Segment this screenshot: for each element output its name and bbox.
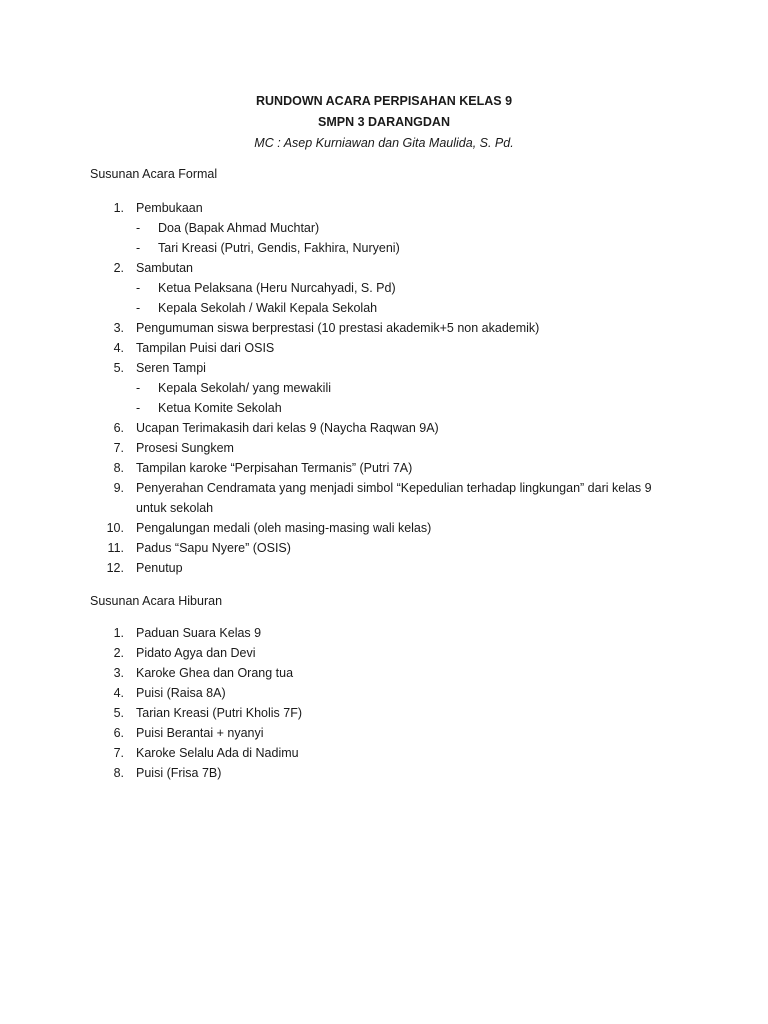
- entertainment-agenda-item: [0, 683, 768, 703]
- formal-agenda-item: [0, 458, 768, 478]
- item-number: 7.: [113, 441, 124, 455]
- item-text: Karoke Selalu Ada di Nadimu: [136, 746, 299, 760]
- school-name: SMPN 3 DARANGDAN: [318, 115, 450, 129]
- item-text: Pembukaan: [136, 201, 203, 215]
- item-number: 5.: [113, 706, 124, 720]
- entertainment-section-heading: Susunan Acara Hiburan: [90, 594, 223, 608]
- item-text: Puisi (Frisa 7B): [136, 766, 222, 780]
- item-text: Pengumuman siswa berprestasi (10 prestasi akademik+5 non akademik): [136, 321, 540, 335]
- item-number: 3.: [113, 666, 124, 680]
- item-number: 1.: [113, 201, 124, 215]
- sub-item: [0, 238, 768, 258]
- mc-line: MC : Asep Kurniawan dan Gita Maulida, S. Pd.: [254, 136, 514, 150]
- formal-agenda-item: [0, 438, 768, 458]
- item-text: Seren Tampi: [136, 361, 206, 375]
- formal-agenda-item: [0, 358, 768, 378]
- item-number: 8.: [113, 766, 124, 780]
- formal-section-heading: Susunan Acara Formal: [90, 167, 218, 181]
- dash-bullet: -: [136, 281, 141, 295]
- entertainment-agenda-item: [0, 763, 768, 783]
- dash-bullet: -: [136, 301, 141, 315]
- sub-item: [0, 378, 768, 398]
- entertainment-agenda-item: [0, 663, 768, 683]
- item-number: 3.: [113, 321, 124, 335]
- entertainment-agenda-list: [0, 623, 768, 783]
- document-title: RUNDOWN ACARA PERPISAHAN KELAS 9: [255, 94, 513, 108]
- formal-agenda-item: [0, 318, 768, 338]
- dash-bullet: -: [136, 241, 141, 255]
- entertainment-agenda-item: [0, 623, 768, 643]
- formal-agenda-item: [0, 538, 768, 558]
- dash-bullet: -: [136, 401, 141, 415]
- sub-item: [0, 278, 768, 298]
- item-number: 2.: [113, 261, 124, 275]
- item-text: Penutup: [136, 561, 183, 575]
- item-text: Ucapan Terimakasih dari kelas 9 (Naycha Raqwan 9A): [136, 421, 439, 435]
- item-text: Paduan Suara Kelas 9: [136, 626, 262, 640]
- item-number: 4.: [113, 341, 124, 355]
- item-number: 5.: [113, 361, 124, 375]
- formal-agenda-item: [0, 198, 768, 218]
- dash-bullet: -: [136, 221, 141, 235]
- entertainment-agenda-item: [0, 643, 768, 663]
- item-number: 12.: [106, 561, 124, 575]
- item-text: Prosesi Sungkem: [136, 441, 234, 455]
- entertainment-agenda-item: [0, 743, 768, 763]
- item-text: Tampilan Puisi dari OSIS: [136, 341, 275, 355]
- item-text: Puisi (Raisa 8A): [136, 686, 226, 700]
- item-text: Karoke Ghea dan Orang tua: [136, 666, 294, 680]
- item-number: 10.: [106, 521, 124, 535]
- item-number: 2.: [113, 646, 124, 660]
- sub-item-text: Ketua Pelaksana (Heru Nurcahyadi, S. Pd): [158, 281, 396, 295]
- formal-agenda-item: [0, 518, 768, 538]
- item-text: Pidato Agya dan Devi: [136, 646, 256, 660]
- sub-item: [0, 298, 768, 318]
- item-number: 6.: [113, 726, 124, 740]
- item-text: Tarian Kreasi (Putri Kholis 7F): [136, 706, 303, 720]
- dash-bullet: -: [136, 381, 141, 395]
- item-text: Tampilan karoke “Perpisahan Termanis” (Putri 7A): [136, 461, 413, 475]
- sub-item: [0, 398, 768, 418]
- sub-item-text: Ketua Komite Sekolah: [158, 401, 282, 415]
- formal-agenda-item: [0, 558, 768, 578]
- sub-item-text: Tari Kreasi (Putri, Gendis, Fakhira, Nuryeni): [158, 241, 400, 255]
- item-text: Pengalungan medali (oleh masing-masing wali kelas): [136, 521, 432, 535]
- item-number: 7.: [113, 746, 124, 760]
- sub-item-text: Kepala Sekolah/ yang mewakili: [158, 381, 332, 395]
- item-number: 4.: [113, 686, 124, 700]
- item-text: Puisi Berantai + nyanyi: [136, 726, 264, 740]
- item-text: Padus “Sapu Nyere” (OSIS): [136, 541, 291, 555]
- item-number: 6.: [113, 421, 124, 435]
- sub-item-text: Kepala Sekolah / Wakil Kepala Sekolah: [158, 301, 378, 315]
- item-text: Penyerahan Cendramata yang menjadi simbol “Kepedulian terhadap lingkungan” dari kelas 9 untuk sekolah: [136, 481, 652, 515]
- entertainment-agenda-item: [0, 723, 768, 743]
- formal-agenda-item: [0, 338, 768, 358]
- formal-agenda-item: [0, 258, 768, 278]
- sub-item-text: Doa (Bapak Ahmad Muchtar): [158, 221, 320, 235]
- item-number: 8.: [113, 461, 124, 475]
- formal-agenda-list: [0, 198, 768, 578]
- item-number: 1.: [113, 626, 124, 640]
- entertainment-agenda-item: [0, 703, 768, 723]
- formal-agenda-item: [0, 418, 768, 438]
- formal-agenda-item: [0, 478, 768, 518]
- item-text: Sambutan: [136, 261, 193, 275]
- sub-item: [0, 218, 768, 238]
- item-number: 9.: [113, 481, 124, 495]
- item-number: 11.: [107, 541, 124, 555]
